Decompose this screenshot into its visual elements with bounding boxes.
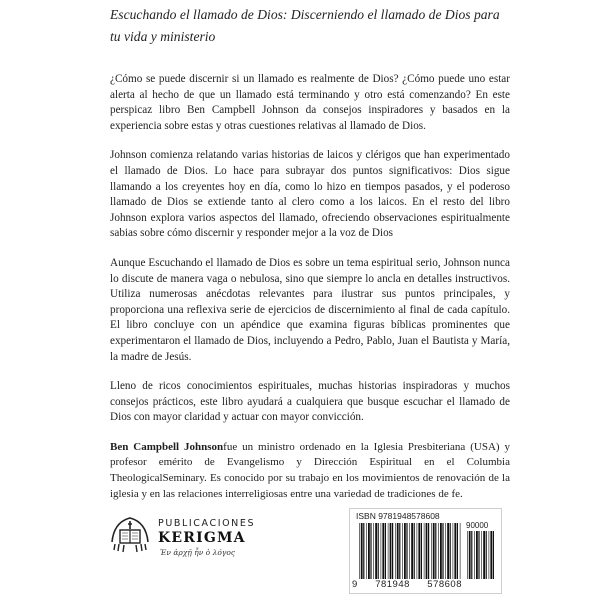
publisher-motto: Ἐν ἀρχῇ ἦν ὁ λόγος bbox=[160, 548, 236, 557]
barcode-bar bbox=[453, 523, 454, 579]
barcode-bar bbox=[476, 531, 478, 579]
barcode-bar bbox=[378, 523, 379, 579]
barcode-bars bbox=[358, 523, 462, 579]
barcode-bar bbox=[447, 523, 449, 579]
barcode-bar bbox=[363, 523, 364, 579]
barcode-bar bbox=[428, 523, 429, 579]
barcode-bar bbox=[359, 523, 360, 579]
book-title: Escuchando el llamado de Dios: Discerniendo el llamado de Dios para tu vida y ministerio bbox=[110, 7, 500, 44]
synopsis bbox=[110, 72, 510, 516]
barcode-bar bbox=[445, 523, 446, 579]
publisher-emblem-icon bbox=[108, 512, 152, 556]
barcode-bar bbox=[454, 523, 456, 579]
barcode-bar bbox=[450, 523, 451, 579]
isbn-label: ISBN 9781948578608 bbox=[356, 511, 440, 521]
barcode-bar bbox=[388, 523, 389, 579]
price-code: 90000 bbox=[466, 521, 489, 530]
author-bio bbox=[110, 440, 510, 502]
barcode-bar bbox=[382, 523, 384, 579]
barcode-digit-prefix: 9 bbox=[352, 579, 358, 590]
barcode-bar bbox=[417, 523, 418, 579]
barcode-bar bbox=[361, 523, 363, 579]
barcode-bar bbox=[392, 523, 393, 579]
barcode-addon-bars bbox=[466, 531, 496, 579]
author-name: Ben Campbell Johnson bbox=[110, 440, 224, 453]
barcode-bar bbox=[424, 523, 425, 579]
barcode-bar bbox=[442, 523, 443, 579]
barcode-bar bbox=[478, 531, 479, 579]
barcode-bar bbox=[471, 531, 472, 579]
barcode-bar bbox=[406, 523, 407, 579]
publisher-name: KERIGMA bbox=[158, 530, 246, 546]
isbn-barcode bbox=[349, 508, 502, 594]
barcode-bar bbox=[489, 531, 490, 579]
barcode-bar bbox=[433, 523, 435, 579]
synopsis-paragraph-1: ¿Cómo se puede discernir si un llamado es realmente de Dios? ¿Cómo puede uno estar alerta al hecho de que un llamado está terminando y otro está comenzando? En este perspicaz libro Ben Campbell Johnson da consejos inspiradores y basados en la experiencia sobre estas y otras cuestiones relativas al llamado de Dios. bbox=[110, 73, 510, 132]
barcode-bar bbox=[481, 531, 482, 579]
barcode-bar bbox=[390, 523, 392, 579]
barcode-bar bbox=[457, 523, 458, 579]
barcode-bar bbox=[409, 523, 410, 579]
barcode-bar bbox=[483, 531, 485, 579]
barcode-bar bbox=[381, 523, 382, 579]
barcode-bar bbox=[460, 523, 461, 579]
barcode-bar bbox=[493, 531, 494, 579]
barcode-bar bbox=[474, 531, 475, 579]
barcode-bar bbox=[397, 523, 399, 579]
synopsis-paragraph-2: Johnson comienza relatando varias historias de laicos y clérigos que han experimentado el llamado de Dios. Lo hace para subrayar dos puntos significativos: Dios sigue llamando a los creyentes hoy en día, como lo hizo en tiempos pasados, y el poderoso llamado de Dios se extiende tanto al clero como a los laicos. En el resto del libro Johnson explora varios aspectos del llamado, ofreciendo observaciones espiritualmente sabias sobre cómo discernir y responder mejor a la voz de Dios bbox=[110, 149, 510, 240]
barcode-bar bbox=[411, 523, 413, 579]
barcode-digits bbox=[352, 579, 462, 590]
synopsis-paragraph-4: Lleno de ricos conocimientos espirituales, muchas historias inspiradoras y muchos consejos prácticos, este libro ayudará a cualquiera que busque escuchar el llamado de Dios con mayor claridad y actuar con mayor convicción. bbox=[110, 380, 510, 424]
barcode-bar bbox=[370, 523, 371, 579]
barcode-bar bbox=[490, 531, 492, 579]
barcode-bar bbox=[467, 531, 468, 579]
barcode-bar bbox=[438, 523, 439, 579]
barcode-bar bbox=[431, 523, 432, 579]
barcode-bar bbox=[421, 523, 422, 579]
barcode-bar bbox=[366, 523, 367, 579]
barcode-bar bbox=[486, 531, 487, 579]
barcode-bar bbox=[373, 523, 374, 579]
barcode-bar bbox=[440, 523, 442, 579]
barcode-bar bbox=[418, 523, 420, 579]
barcode-bar bbox=[426, 523, 428, 579]
barcode-bar bbox=[399, 523, 400, 579]
barcode-digit-group-1: 781948 bbox=[375, 579, 410, 590]
synopsis-paragraph-3: Aunque Escuchando el llamado de Dios es sobre un tema espiritual serio, Johnson nunca lo discute de manera vaga o nebulosa, sino que siempre lo ancla en detalles instructivos. Utiliza numerosas anécdotas relevantes para ilustrar sus puntos principales, y proporciona una reflexiva serie de ejercicios de discernimiento al final de cada capítulo. El libro concluye con un apéndice que examina figuras bíblicas prominentes que experimentaron el llamado de Dios, incluyendo a Pedro, Pablo, Juan el Bautista y María, la madre de Jesús. bbox=[110, 256, 510, 363]
publisher-logo bbox=[108, 508, 258, 592]
barcode-bar bbox=[435, 523, 436, 579]
barcode-bar bbox=[385, 523, 386, 579]
barcode-bar bbox=[395, 523, 396, 579]
barcode-bar bbox=[375, 523, 377, 579]
barcode-bar bbox=[402, 523, 403, 579]
barcode-digit-group-2: 578608 bbox=[427, 579, 462, 590]
barcode-bar bbox=[404, 523, 406, 579]
publisher-top-text: PUBLICACIONES bbox=[158, 518, 256, 529]
barcode-bar bbox=[368, 523, 370, 579]
barcode-bar bbox=[469, 531, 471, 579]
author-bio-text: fue un ministro ordenado en la Iglesia Presbiteriana (USA) y profesor emérito de Evangelismo y Dirección Espiritual en el Columbia TheologicalSeminary. Es conocido por su trabajo en los movimientos de renovación de la iglesia y en las relaciones interreligiosas entre una variedad de tradiciones de fe. bbox=[110, 440, 510, 500]
barcode-bar bbox=[414, 523, 415, 579]
